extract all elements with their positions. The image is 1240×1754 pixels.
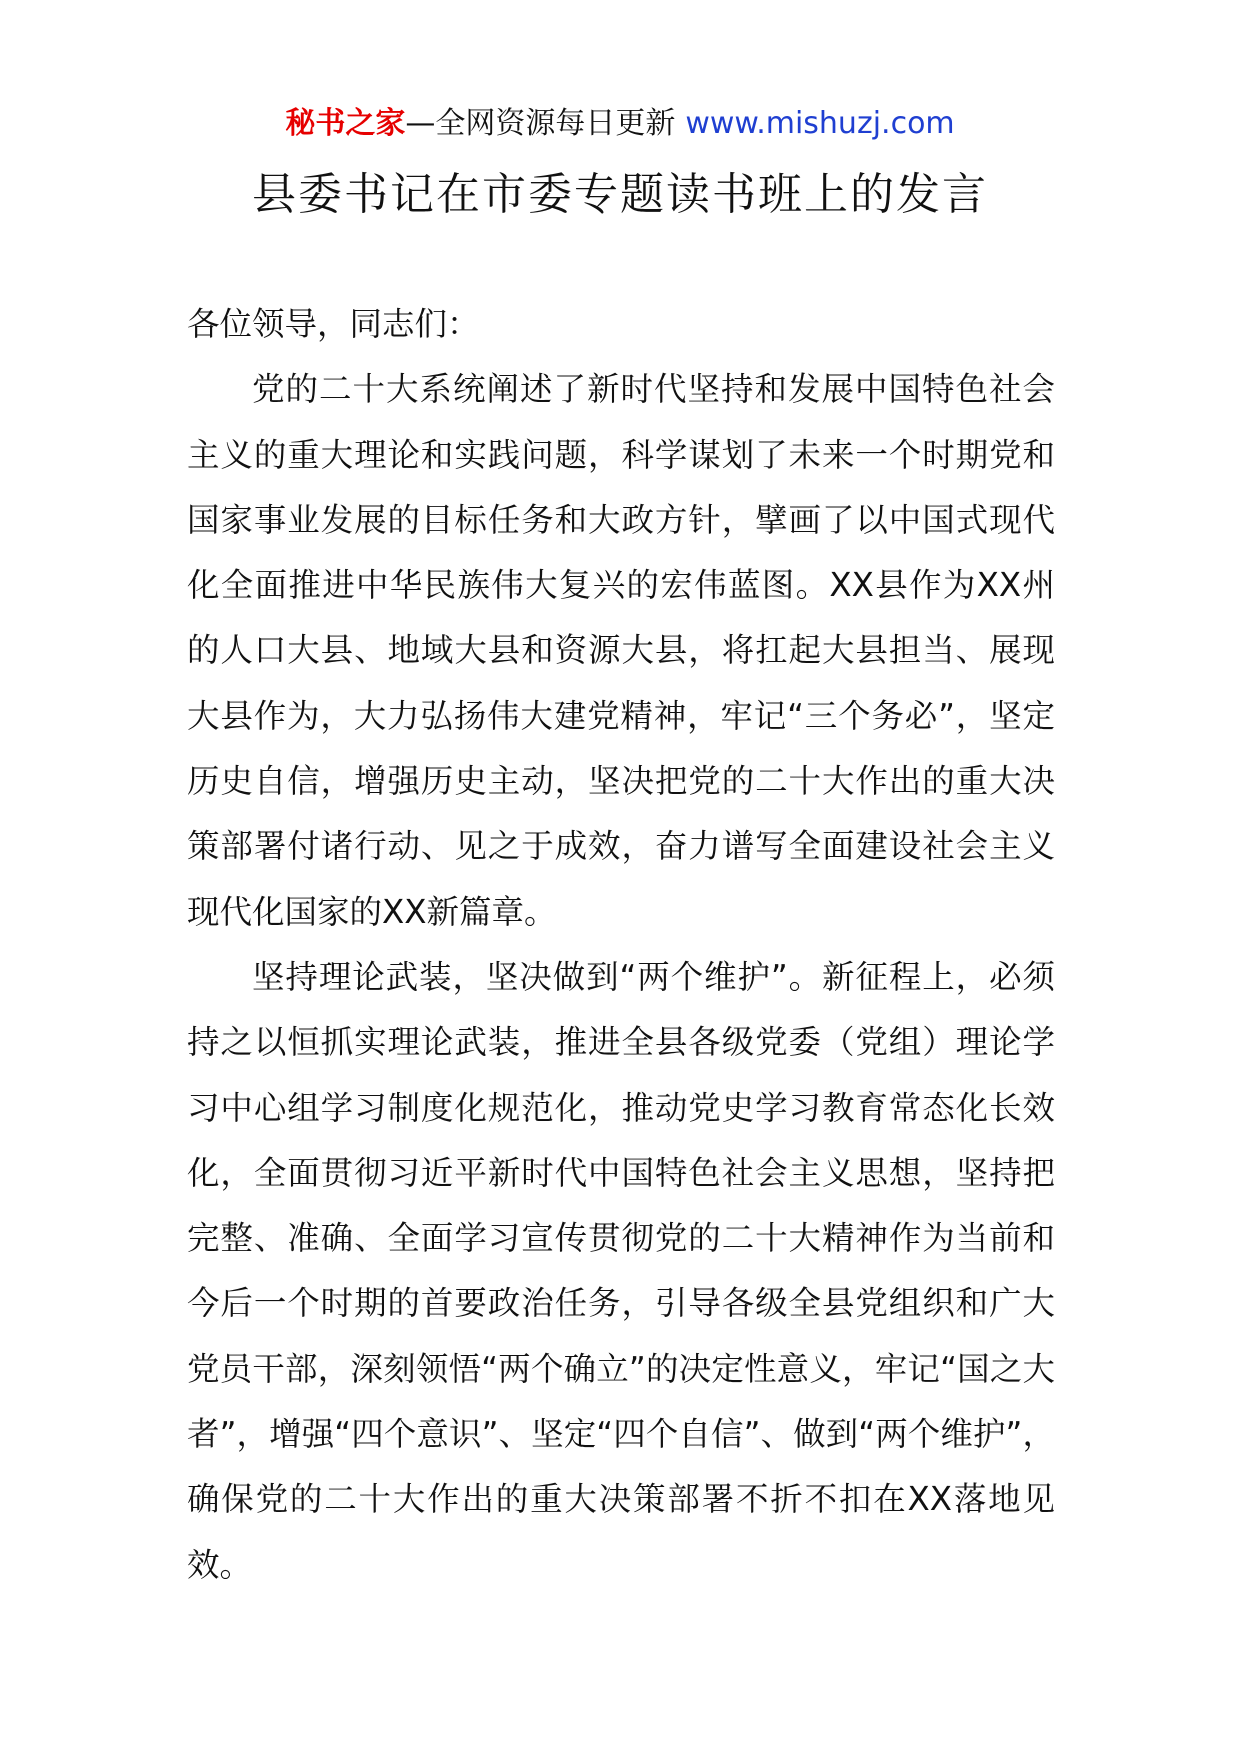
document-body	[187, 292, 1055, 1598]
site-url-link[interactable]: www.mishuzj.com	[685, 106, 955, 141]
paragraph: 党的二十大系统阐述了新时代坚持和发展中国特色社会主义的重大理论和实践问题，科学谋划了未来一个时期党和国家事业发展的目标任务和大政方针，擘画了以中国式现代化全面推进中华民族伟大复兴的宏伟蓝图。XX县作为XX州的人口大县、地域大县和资源大县，将扛起大县担当、展现大县作为，大力弘扬伟大建党精神，牢记“三个务必”，坚定历史自信，增强历史主动，坚决把党的二十大作出的重大决策部署付诸行动、见之于成效，奋力谱写全面建设社会主义现代化国家的XX新篇章。	[187, 370, 1055, 931]
paragraph: 坚持理论武装，坚决做到“两个维护”。新征程上，必须持之以恒抓实理论武装，推进全县各级党委（党组）理论学习中心组学习制度化规范化，推动党史学习教育常态化长效化，全面贯彻习近平新时代中国特色社会主义思想，坚持把完整、准确、全面学习宣传贯彻党的二十大精神作为当前和今后一个时期的首要政治任务，引导各级全县党组织和广大党员干部，深刻领悟“两个确立”的决定性意义，牢记“国之大者”，增强“四个意识”、坚定“四个自信”、做到“两个维护”，确保党的二十大作出的重大决策部署不折不扣在XX落地见效。	[187, 957, 1055, 1584]
brand-name: 秘书之家	[285, 106, 406, 141]
header-tagline: —全网资源每日更新	[405, 106, 676, 141]
document-title: 县委书记在市委专题读书班上的发言	[252, 169, 988, 220]
site-header	[0, 104, 1240, 144]
salutation: 各位领导，同志们：	[187, 305, 480, 343]
